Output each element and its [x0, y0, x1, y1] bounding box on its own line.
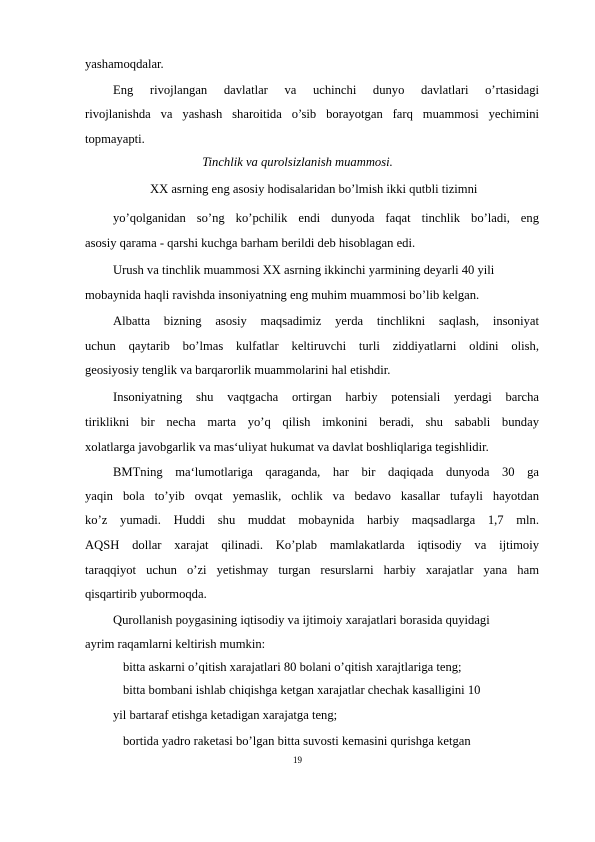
- paragraph-line: yo’qolganidan so’ng ko’pchilik endi dunyoda faqat tinchlik bo’ladi, eng: [113, 211, 539, 225]
- paragraph-line: Albatta bizning asosiy maqsadimiz yerda tinchlikni saqlash, insoniyat: [113, 314, 539, 328]
- paragraph-line: AQSH dollar xarajat qilinadi. Ko’plab mamlakatlarda iqtisodiy va ijtimoiy: [85, 538, 539, 552]
- paragraph-line: taraqqiyot uchun o’zi yetishmay turgan resurslarni harbiy xarajatlar yana ham: [85, 563, 539, 577]
- paragraph-line: Eng rivojlangan davlatlar va uchinchi dunyo davlatlari o’rtasidagi: [113, 83, 539, 97]
- text-line: xolatlarga javobgarlik va mas‘uliyat hukumat va davlat boshliqlariga tegishlidir.: [85, 440, 489, 454]
- page-number: 19: [293, 755, 302, 765]
- paragraph-line: uchun qaytarib bo’lmas kulfatlar keltiruvchi turli ziddiyatlarni oldini olish,: [85, 339, 539, 353]
- paragraph-line: ko’z yumadi. Huddi shu muddat mobaynida harbiy maqsadlarga 1,7 mln.: [85, 513, 539, 527]
- text-line: asosiy qarama - qarshi kuchga barham berildi deb hisoblagan edi.: [85, 236, 416, 250]
- paragraph-line: yaqin bola to’yib ovqat yemaslik, ochlik va bedavo kasallar tufayli hayotdan: [85, 489, 539, 503]
- list-item: bitta bombani ishlab chiqishga ketgan xarajatlar chechak kasalligini 10: [123, 683, 481, 697]
- paragraph-line: Qurollanish poygasining iqtisodiy va ijtimoiy xarajatlari borasida quyidagi: [113, 613, 490, 627]
- paragraph-line: tiriklikni bir necha marta yo’q qilish imkonini beradi, shu sababli bunday: [85, 415, 539, 429]
- paragraph-line: rivojlanishda va yashash sharoitida o’sib borayotgan farq muammosi yechimini: [85, 107, 539, 121]
- paragraph-line: BMTning ma‘lumotlariga qaraganda, har bir daqiqada dunyoda 30 ga: [113, 465, 539, 479]
- section-heading: Tinchlik va qurolsizlanish muammosi.: [202, 155, 393, 169]
- text-line: ayrim raqamlarni keltirish mumkin:: [85, 637, 266, 651]
- paragraph-line: Insoniyatning shu vaqtgacha ortirgan harbiy potensiali yerdagi barcha: [113, 390, 539, 404]
- text-line: XX asrning eng asosiy hodisalaridan bo’lmish ikki qutbli tizimni: [150, 182, 478, 196]
- text-line: qisqartirib yubormoqda.: [85, 587, 207, 601]
- text-line: mobaynida haqli ravishda insoniyatning eng muhim muammosi bo’lib kelgan.: [85, 288, 480, 302]
- list-item: yil bartaraf etishga ketadigan xarajatga teng;: [113, 708, 338, 722]
- paragraph-line: Urush va tinchlik muammosi XX asrning ikkinchi yarmining deyarli 40 yili: [113, 263, 495, 277]
- list-item: bitta askarni o’qitish xarajatlari 80 bolani o’qitish xarajtlariga teng;: [123, 660, 462, 674]
- text-line: topmayapti.: [85, 132, 145, 146]
- text-line: yashamoqdalar.: [85, 57, 164, 71]
- list-item: bortida yadro raketasi bo’lgan bitta suvosti kemasini qurishga ketgan: [123, 734, 471, 748]
- text-line: geosiyosiy tenglik va barqarorlik muammolarini hal etishdir.: [85, 363, 391, 377]
